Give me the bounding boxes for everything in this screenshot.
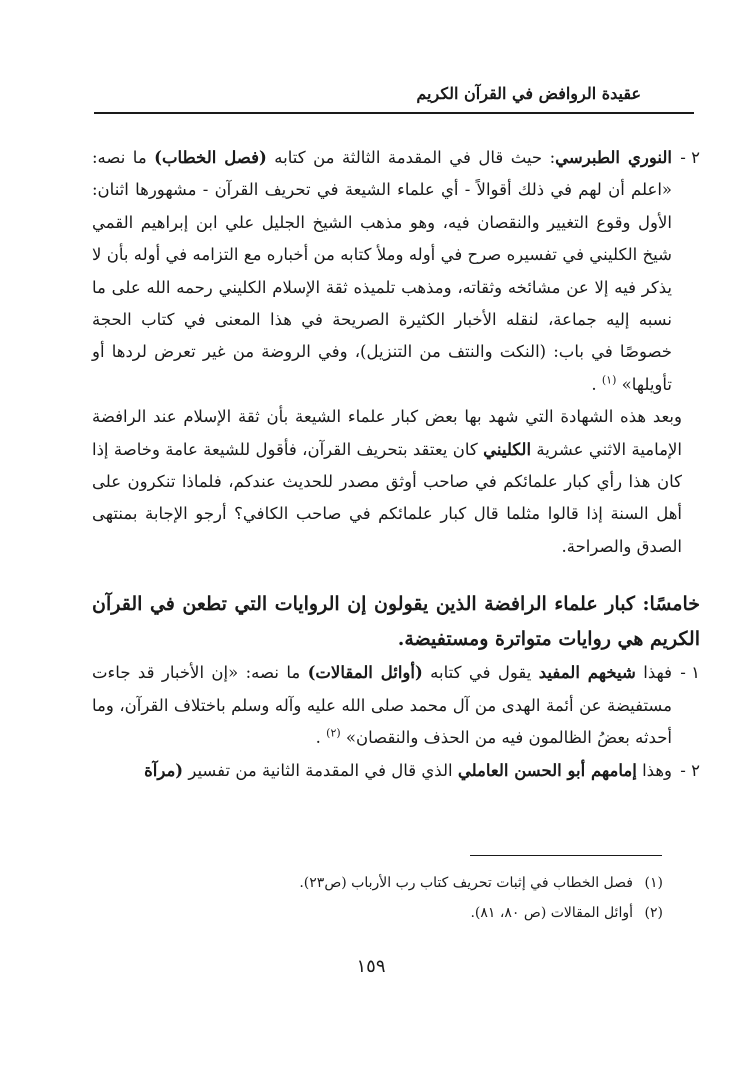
footnotes [143, 868, 663, 928]
page-number: ١٥٩ [356, 956, 386, 977]
item-text: فهذا [635, 663, 672, 683]
item-number: ٢ - [680, 760, 700, 780]
section-heading: خامسًا: كبار علماء الرافضة الذين يقولون إن الروايات التي تطعن في القرآن الكريم هي روايات متواترة ومستفيضة. [92, 593, 700, 651]
running-title: عقيدة الروافض في القرآن الكريم [416, 84, 641, 103]
item-text-end: . [315, 728, 327, 748]
item-text: الذي قال في المقدمة الثانية من تفسير [183, 760, 458, 780]
list-item-nuri-tabarsi [92, 142, 700, 401]
main-text [92, 142, 700, 787]
item-text-end: . [591, 374, 602, 394]
scholar-name: إمامهم أبو الحسن العاملي [457, 760, 637, 780]
paragraph-text: وبعد هذه الشهادة التي شهد بها بعض كبار علماء الشيعة بأن ثقة الإسلام عند الرافضة الإمامية الاثني عشرية [92, 407, 682, 459]
footnote-text: أوائل المقالات (ص ٨٠، ٨١). [470, 905, 633, 921]
scholar-name: الكليني [483, 439, 532, 459]
footnote-item [143, 898, 663, 928]
item-text: : حيث قال في المقدمة الثالثة من كتابه [266, 148, 556, 167]
paragraph [92, 401, 700, 563]
item-number: ١ - [680, 663, 700, 683]
book-title: (مرآة [144, 760, 184, 780]
item-text: ما نصه: «اعلم أن لهم في ذلك أقوالاً - أي علماء الشيعة في تحريف القرآن - مشهورها اثنان: الأول وقوع التغيير والنقصان فيه، وهو مذهب الشيخ الجليل علي ابن إبراهيم القمي شيخ الكليني في تفسيره صرح في أوله وملأ كتابه من أخباره مع التزامه في أوله بأن لا يذكر فيه إلا عن مشائخه وثقاته، ومذهب تلميذه ثقة الإسلام الكليني رحمه الله على ما نسبه إليه جماعة، لنقله الأخبار الكثيرة الصريحة في هذا المعنى في كتاب الحجة خصوصًا في باب: (النكت والنتف من التنزيل)، وفي الروضة من غير تعرض لردها أو تأويلها» [92, 148, 672, 394]
item-text: وهذا [636, 760, 672, 780]
scholar-name: شيخهم المفيد [538, 663, 636, 683]
footnote-ref: (١) [601, 373, 617, 387]
footnote-rule [470, 855, 662, 856]
scholar-name: النوري الطبرسي [555, 148, 672, 167]
header-rule [94, 112, 694, 114]
book-title: (أوائل المقالات) [307, 663, 423, 683]
footnote-text: فصل الخطاب في إثبات تحريف كتاب رب الأرباب (ص٢٣). [299, 875, 633, 891]
item-text: ما نصه: «إن الأخبار قد جاءت مستفيضة عن أئمة الهدى من آل محمد صلى الله عليه وآله وسلم باختلاف القرآن، وما أحدثه بعضُ الظالمون فيه من الحذف والنقصان» [92, 663, 672, 748]
list-item-mufid [92, 657, 700, 754]
item-text: يقول في كتابه [422, 663, 539, 683]
item-number: ٢ - [680, 148, 700, 167]
list-item-amili [92, 755, 700, 787]
paragraph-text: كان يعتقد بتحريف القرآن، فأقول للشيعة عامة وخاصة إذا كان هذا رأي كبار علمائكم في صاحب أوثق مصدر للحديث عندكم، فلماذا تنكرون على أهل السنة إذا قالوا مثلما قال كبار علمائكم في صاحب الكافي؟ أرجو الإجابة بمنتهى الصدق والصراحة. [92, 439, 682, 556]
footnote-number: (١) [644, 875, 663, 891]
footnote-number: (٢) [644, 905, 663, 921]
footnote-item [143, 868, 663, 898]
book-title: (فصل الخطاب) [154, 148, 267, 167]
footnote-ref: (٢) [326, 726, 341, 740]
